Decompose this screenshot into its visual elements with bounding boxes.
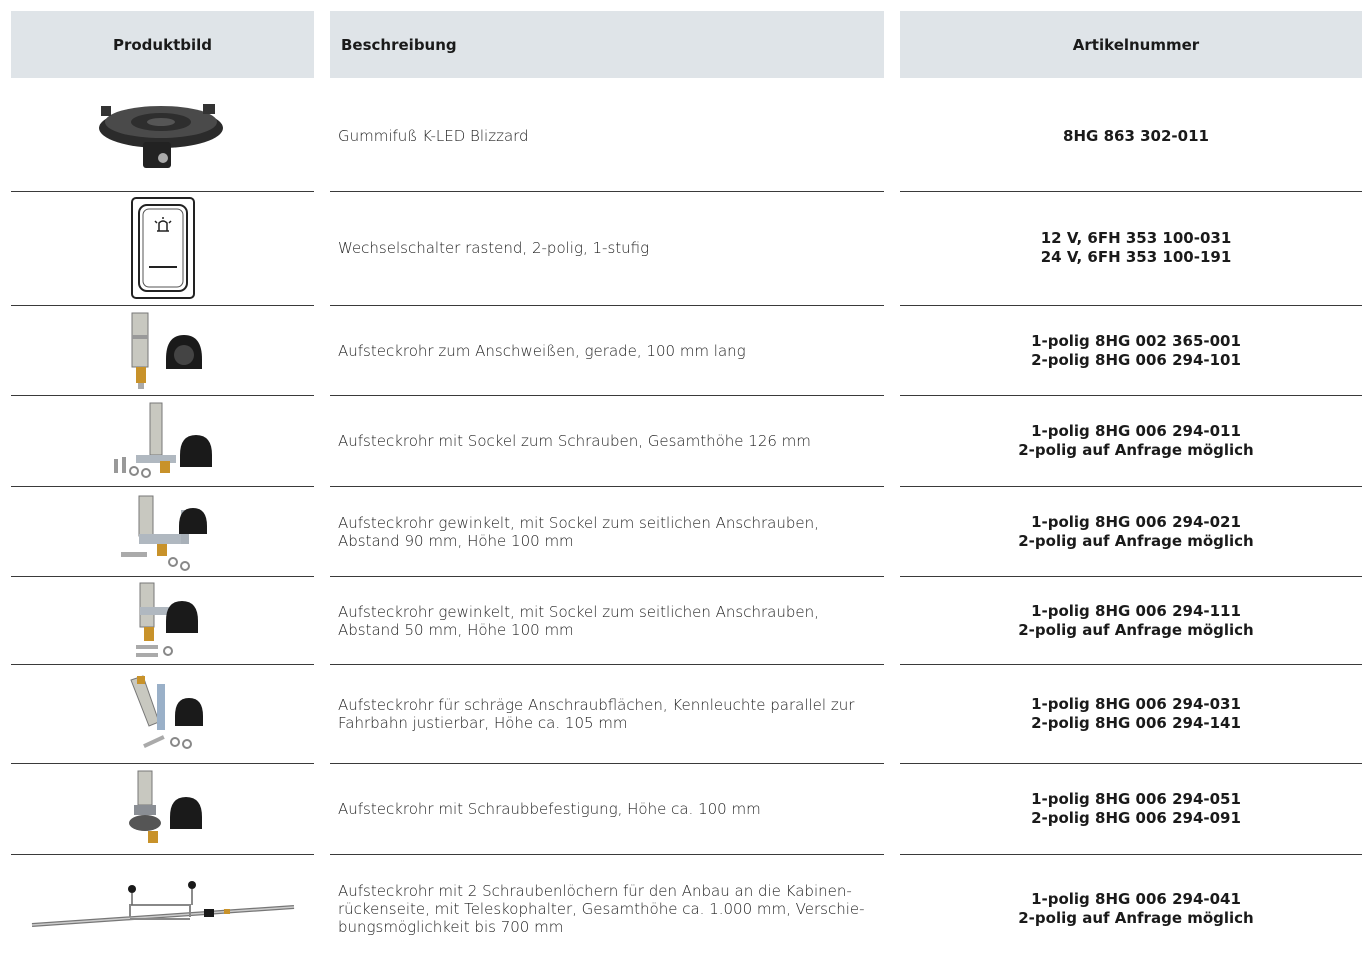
- row-1-description: Wechselschalter rastend, 2-polig, 1-stufig: [338, 239, 650, 257]
- row-0-description: Gummifuß K-LED Blizzard: [338, 127, 529, 145]
- header-artikelnummer-label: Artikelnummer: [1072, 35, 1200, 54]
- row-6-article: 1-polig 8HG 006 294-031 2-polig 8HG 006 294-141: [1031, 694, 1241, 732]
- header-beschreibung-label: Beschreibung: [341, 35, 457, 54]
- row-8-description: Aufsteckrohr mit 2 Schraubenlöchern für den Anbau an die Kabinen- rückenseite, mit Teleskophalter, Gesamthöhe ca. 1.000 mm, Verschie- bungsmöglichkeit bis 700 mm: [338, 881, 865, 936]
- header-artikelnummer: [900, 11, 1362, 78]
- rubber-foot-icon: [11, 82, 314, 190]
- row-6-description: Aufsteckrohr für schräge Anschraubflächen, Kennleuchte parallel zur Fahrbahn justierbar, Höhe ca. 105 mm: [338, 695, 855, 732]
- row-7-description: Aufsteckrohr mit Schraubbefestigung, Höhe ca. 100 mm: [338, 800, 761, 818]
- header-produktbild-label: Produktbild: [112, 35, 213, 54]
- row-3-article: 1-polig 8HG 006 294-011 2-polig auf Anfrage möglich: [1018, 422, 1254, 459]
- rocker-switch-icon: [11, 192, 314, 304]
- row-3-description: Aufsteckrohr mit Sockel zum Schrauben, Gesamthöhe 126 mm: [338, 432, 811, 450]
- row-4-article: 1-polig 8HG 006 294-021 2-polig auf Anfrage möglich: [1018, 512, 1254, 550]
- plug-tube-screw-icon: [11, 764, 314, 854]
- row-8-article: 1-polig 8HG 006 294-041 2-polig auf Anfrage möglich: [1018, 889, 1254, 927]
- row-5-article: 1-polig 8HG 006 294-111 2-polig auf Anfrage möglich: [1018, 602, 1254, 639]
- row-4-description: Aufsteckrohr gewinkelt, mit Sockel zum seitlichen Anschrauben, Abstand 90 mm, Höhe 100 mm: [338, 513, 819, 550]
- row-2-article: 1-polig 8HG 002 365-001 2-polig 8HG 006 294-101: [1031, 331, 1241, 369]
- header-beschreibung: [330, 11, 884, 78]
- plug-tube-socket-icon: [11, 396, 314, 486]
- plug-tube-angled-90-icon: [11, 487, 314, 576]
- row-5-description: Aufsteckrohr gewinkelt, mit Sockel zum seitlichen Anschrauben, Abstand 50 mm, Höhe 100 mm: [338, 603, 819, 639]
- row-0-article: 8HG 863 302-011: [1063, 126, 1209, 145]
- plug-tube-weld-icon: [11, 306, 314, 395]
- header-produktbild: [11, 11, 314, 78]
- plug-tube-angled-50-icon: [11, 577, 314, 665]
- row-2-description: Aufsteckrohr zum Anschweißen, gerade, 100 mm lang: [338, 341, 746, 360]
- telescopic-holder-icon: [11, 855, 314, 962]
- row-7-article: 1-polig 8HG 006 294-051 2-polig 8HG 006 294-091: [1031, 790, 1241, 827]
- row-1-article: 12 V, 6FH 353 100-031 24 V, 6FH 353 100-191: [1040, 229, 1232, 266]
- plug-tube-inclined-icon: [11, 665, 314, 762]
